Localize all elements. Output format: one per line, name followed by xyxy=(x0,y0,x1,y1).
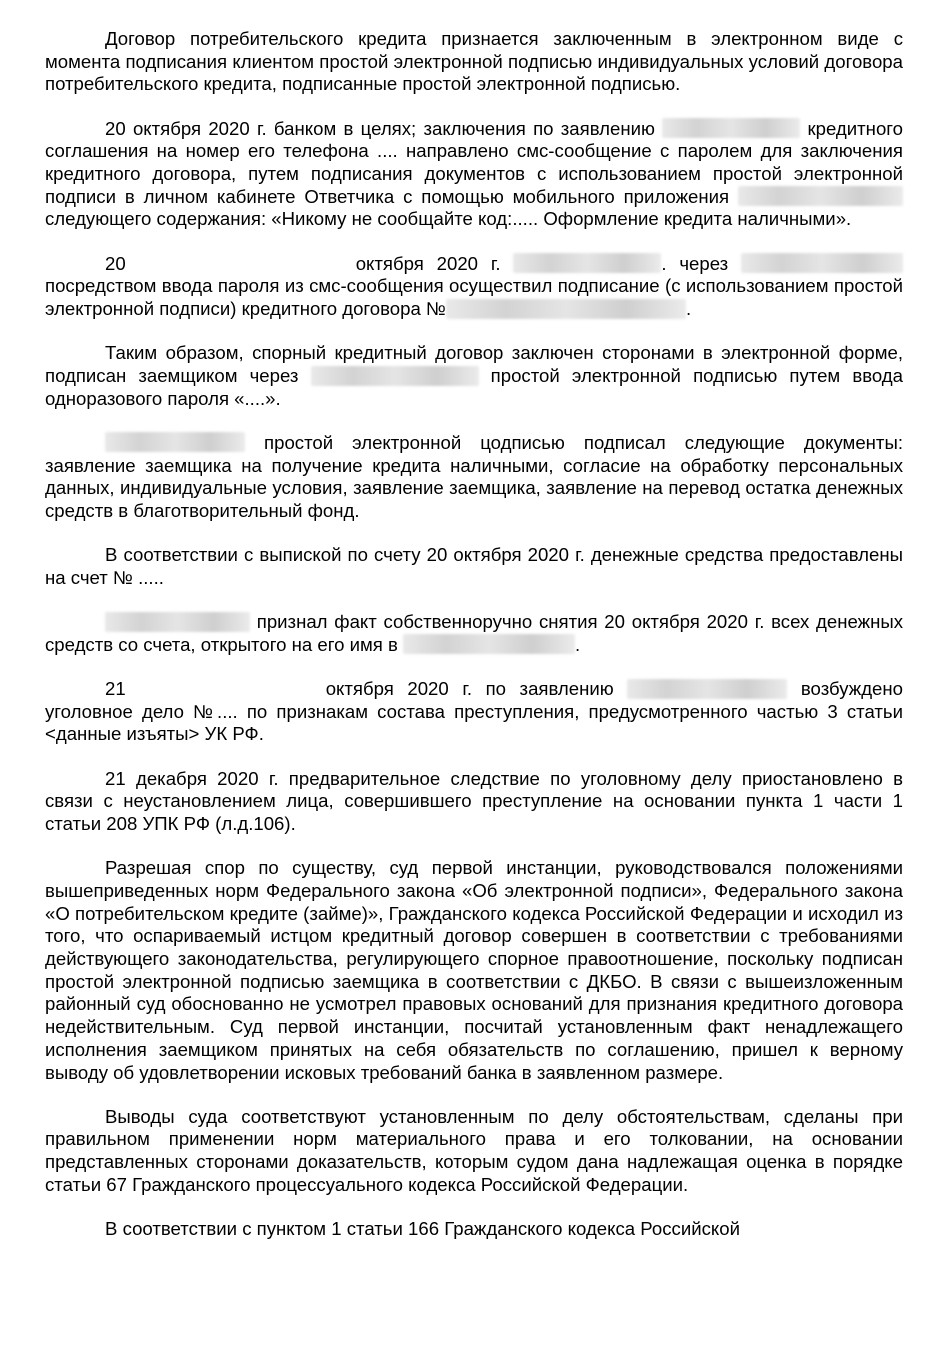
paragraph-5: простой электронной цодписью подписал следующие документы: заявление заемщика на получение кредита наличными, согласие на обработку персональных данных, индивидуальные условия, заявление заемщика, заявление на перевод остатка денежных средств в благотворительный фонд. xyxy=(45,431,903,521)
paragraph-10: Разрешая спор по существу, суд первой инстанции, руководствовался положениями вышеприведенных норм Федерального закона «Об электронной подписи», Федерального закона «О потребительском кредите (займе)», Гражданского кодекса Российской Федерации и исходил из того, что оспариваемый истцом кредитный договор совершен в соответствии с требованиями действующего законодательства, регулирующего спорное правоотношение, поскольку подписан простой электронной подписью заемщика в соответствии с ДКБО. В связи с вышеизложенным районный суд обоснованно не усмотрел правовых оснований для признания кредитного договора недействительным. Суд первой инстанции, посчитай установленным факт ненадлежащего исполнения заемщиком принятых на себя обязательств по соглашению, пришел к верному выводу об удовлетворении исковых требований банка в заявленном размере. xyxy=(45,857,903,1083)
redacted-name xyxy=(105,612,250,632)
paragraph-11: Выводы суда соответствуют установленным по делу обстоятельствам, сделаны при правильном применении норм материального права и его толковании, на основании представленных сторонами доказательств, которым судом дана надлежащая оценка в порядке статьи 67 Гражданского процессуального кодекса Российской Федерации. xyxy=(45,1105,903,1195)
paragraph-12: В соответствии с пунктом 1 статьи 166 Гражданского кодекса Российской xyxy=(105,1218,740,1240)
redacted-name xyxy=(105,432,245,452)
document-page xyxy=(45,28,903,1262)
paragraph-8: 21 октября 2020 г. по заявлению возбуждено уголовное дело №.... по признакам состава преступления, предусмотренного частью 3 статьи <данные изъяты> УК РФ. xyxy=(45,677,903,745)
paragraph-7: признал факт собственноручно снятия 20 октября 2020 г. всех денежных средств со счета, открытого на его имя в . xyxy=(45,611,903,655)
redacted-app-name xyxy=(738,186,903,206)
redacted-app-name xyxy=(311,366,479,386)
paragraph-4: Таким образом, спорный кредитный договор заключен сторонами в электронной форме, подписан заемщиком через простой электронной подписью путем ввода одноразового пароля «....». xyxy=(45,342,903,409)
paragraph-1: Договор потребительского кредита признается заключенным в электронном виде с момента подписания клиентом простой электронной подписью индивидуальных условий договора потребительского кредита, подписанные простой электронной подписью. xyxy=(45,28,903,95)
redacted-name xyxy=(627,679,787,699)
redacted-app-name xyxy=(741,253,903,273)
paragraph-2: 20 октября 2020 г. банком в целях; заключения по заявлению кредитного соглашения на номер его телефона .... направлено смс-сообщение с паролем для заключения кредитного договора, путем подписания документов с использованием простой электронной подписи в личном кабинете Ответчика с помощью мобильного приложения следующего содержания: «Никому не сообщайте код:..... Оформление кредита наличными». xyxy=(45,117,903,230)
redacted-name xyxy=(513,253,661,273)
redacted-bank-name xyxy=(403,634,575,654)
paragraph-9: 21 декабря 2020 г. предварительное следствие по уголовному делу приостановлено в связи с неустановлением лица, совершившего преступление на основании пункта 1 части 1 статьи 208 УПК РФ (л.д.106). xyxy=(45,767,903,834)
redacted-name xyxy=(662,118,800,138)
paragraph-6: В соответствии с выпиской по счету 20 октября 2020 г. денежные средства предоставлены на счет № ..... xyxy=(45,544,903,588)
redacted-contract-number xyxy=(446,299,686,319)
paragraph-3: 20 октября 2020 г. . через посредством ввода пароля из смс-сообщения осуществил подписание (с использованием простой электронной подписи) кредитного договора № . xyxy=(45,252,903,320)
